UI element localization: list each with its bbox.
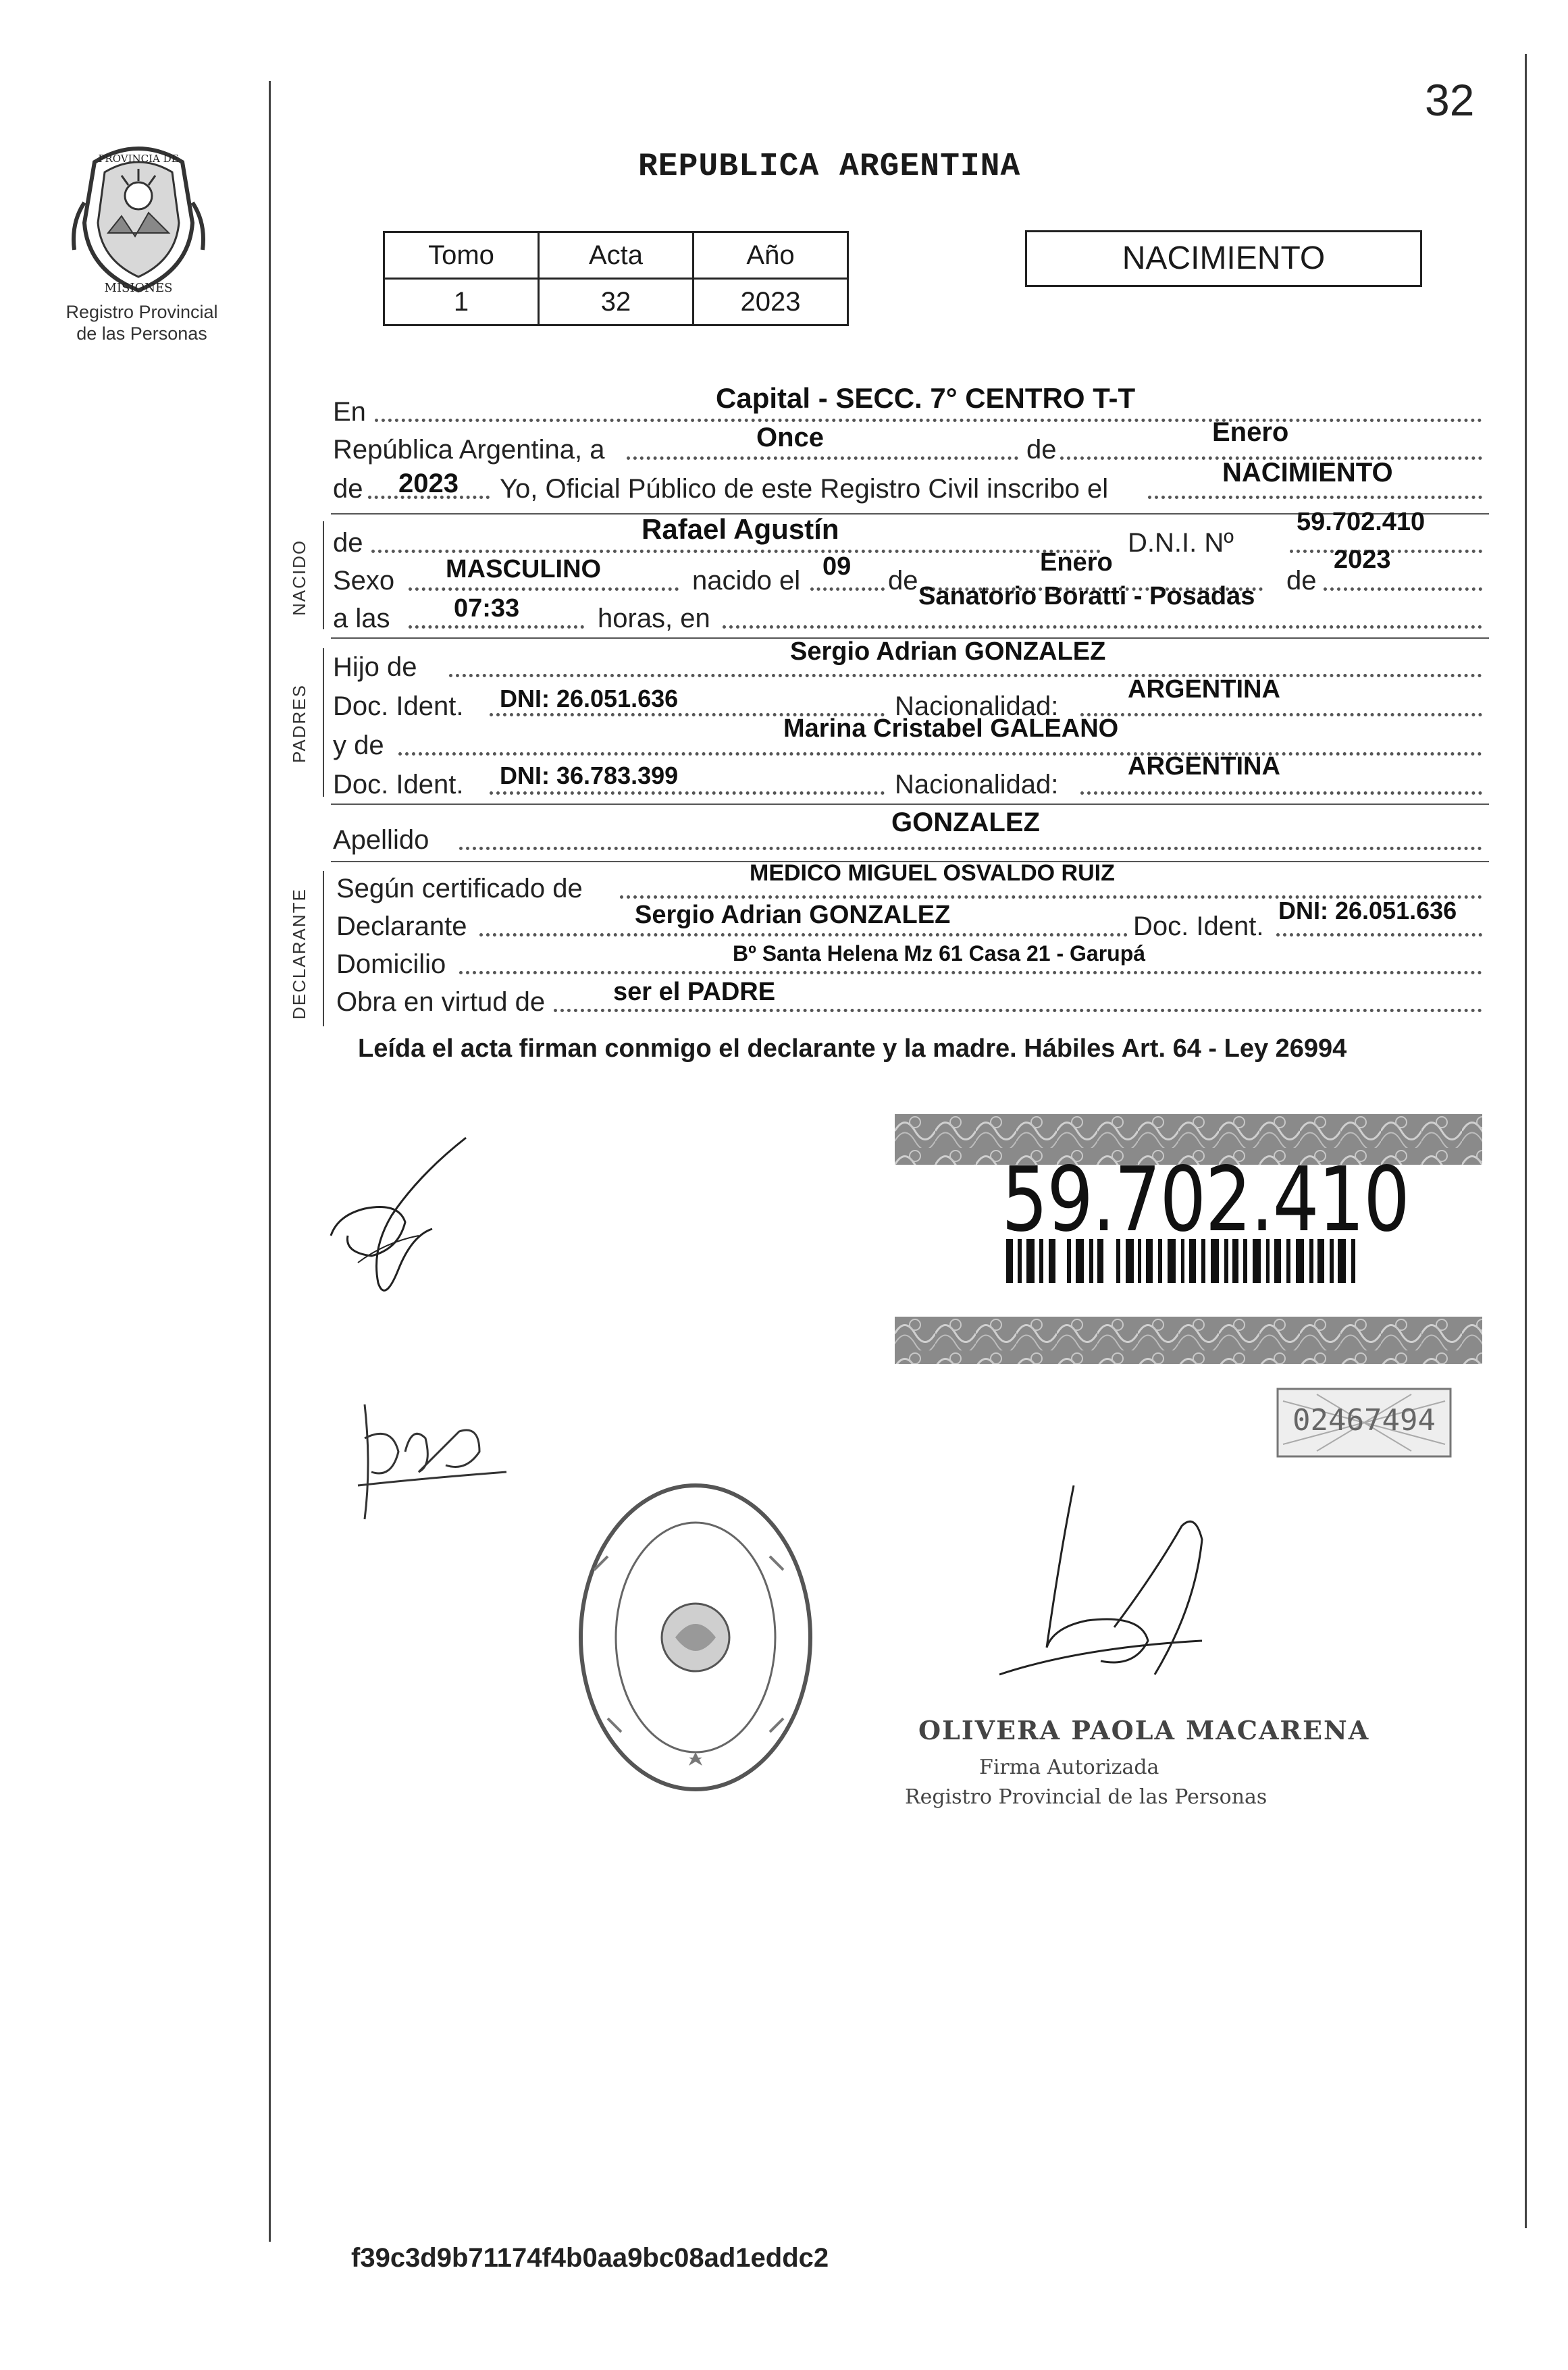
declarant-address: Bº Santa Helena Mz 61 Casa 21 - Garupá	[733, 941, 1146, 966]
father-name: Sergio Adrian GONZALEZ	[790, 637, 1106, 666]
section-bracket-padres	[323, 648, 324, 797]
father-document: DNI: 26.051.636	[500, 685, 679, 712]
birth-month: Enero	[1040, 548, 1113, 577]
officer-signature	[979, 1472, 1236, 1715]
medical-certificate: MEDICO MIGUEL OSVALDO RUIZ	[750, 860, 1115, 886]
label-en: En	[333, 397, 366, 427]
officer-name: OLIVERA PAOLA MACARENA	[918, 1715, 1370, 1745]
dotted-line	[627, 456, 1018, 460]
dotted-line	[449, 674, 1482, 677]
declarant-relation: ser el PADRE	[613, 978, 776, 1006]
header-tomo: Tomo	[384, 232, 539, 279]
dotted-line	[490, 791, 885, 795]
document-heading: REPUBLICA ARGENTINA	[638, 149, 1021, 185]
dotted-line	[409, 587, 679, 591]
dotted-line	[398, 752, 1482, 756]
serial-number: 02467494	[1292, 1403, 1436, 1438]
label-nacionalidad-mother: Nacionalidad:	[895, 770, 1059, 799]
value-tomo: 1	[384, 279, 539, 325]
dotted-line	[409, 625, 584, 629]
record-type-box: NACIMIENTO	[1025, 230, 1422, 287]
label-obra: Obra en virtud de	[336, 987, 546, 1017]
value-acta: 32	[539, 279, 694, 325]
registration-day: Once	[756, 423, 825, 452]
label-de-anio: de	[333, 474, 363, 504]
mother-name: Marina Cristabel GALEANO	[783, 714, 1119, 743]
registration-year: 2023	[398, 469, 459, 498]
place-of-registration: Capital - SECC. 7° CENTRO T-T	[716, 382, 1136, 414]
label-de-dia: de	[888, 566, 918, 596]
left-margin-line	[269, 81, 271, 2242]
label-segun-certificado: Según certificado de	[336, 874, 583, 903]
child-dni: 59.702.410	[1297, 508, 1426, 536]
document-hash: f39c3d9b71174f4b0aa9bc08ad1eddc2	[351, 2243, 829, 2273]
section-label-padres: PADRES	[289, 684, 309, 763]
svg-text:PROVINCIA DE: PROVINCIA DE	[98, 153, 179, 165]
dotted-line	[554, 1009, 1482, 1012]
label-apellido: Apellido	[333, 825, 429, 855]
label-de-mes: de	[1026, 435, 1057, 465]
registered-act: NACIMIENTO	[1222, 458, 1393, 488]
value-anio: 2023	[694, 279, 848, 325]
dotted-line	[375, 419, 1482, 422]
label-sexo: Sexo	[333, 566, 395, 596]
label-de-nombre: de	[333, 528, 363, 558]
dotted-line	[810, 587, 885, 591]
registration-header-row	[384, 232, 848, 279]
dotted-line	[1080, 713, 1482, 716]
dotted-line	[371, 550, 1101, 553]
section-bracket-declarante	[323, 871, 324, 1026]
registry-label: Registro Provincial de las Personas	[66, 302, 218, 344]
label-doc-ident-declarant: Doc. Ident.	[1133, 912, 1264, 941]
dotted-line	[459, 971, 1482, 974]
label-domicilio: Domicilio	[336, 949, 446, 979]
svg-text:MISIONES: MISIONES	[104, 281, 173, 295]
child-name: Rafael Agustín	[642, 513, 839, 545]
right-margin-line	[1525, 54, 1527, 2228]
birth-time: 07:33	[454, 594, 520, 623]
dotted-line	[479, 933, 1128, 937]
declarant-name: Sergio Adrian GONZALEZ	[635, 901, 951, 929]
section-label-declarante: DECLARANTE	[289, 888, 309, 1020]
declarant-document: DNI: 26.051.636	[1278, 897, 1457, 924]
label-republica: República Argentina, a	[333, 435, 605, 465]
birth-place: Sanatorio Boratti - Posadas	[918, 582, 1255, 610]
provincial-coat-of-arms-icon	[68, 142, 209, 297]
label-nacionalidad-father: Nacionalidad:	[895, 691, 1059, 721]
label-dni: D.N.I. Nº	[1128, 528, 1234, 558]
birth-year: 2023	[1334, 546, 1391, 574]
dotted-line	[1080, 791, 1482, 795]
dotted-line	[1324, 587, 1482, 591]
barcode-number: 59.702.410	[1001, 1148, 1409, 1252]
label-horas-en: horas, en	[598, 604, 710, 633]
mother-signature	[351, 1384, 513, 1526]
mother-nationality: ARGENTINA	[1128, 752, 1280, 781]
surname: GONZALEZ	[891, 808, 1040, 837]
label-declarante: Declarante	[336, 912, 467, 941]
birth-day: 09	[822, 552, 852, 581]
dotted-line	[1276, 933, 1482, 937]
page-number: 32	[1425, 75, 1475, 125]
label-hijo-de: Hijo de	[333, 652, 417, 682]
closing-statement: Leída el acta firman conmigo el declarante y la madre. Hábiles Art. 64 - Ley 26994	[358, 1034, 1347, 1063]
label-yo-oficial: Yo, Oficial Público de este Registro Civil inscribo el	[500, 474, 1109, 504]
label-doc-ident-mother: Doc. Ident.	[333, 770, 464, 799]
officer-office: Registro Provincial de las Personas	[905, 1785, 1268, 1809]
label-y-de: y de	[333, 731, 384, 760]
section-divider	[331, 804, 1489, 805]
official-stamp	[567, 1475, 824, 1806]
header-anio: Año	[694, 232, 848, 279]
registration-month: Enero	[1212, 417, 1289, 447]
registration-value-row	[384, 279, 848, 325]
section-bracket-nacido	[323, 521, 324, 629]
father-nationality: ARGENTINA	[1128, 675, 1280, 704]
label-doc-ident-father: Doc. Ident.	[333, 691, 464, 721]
child-sex: MASCULINO	[446, 555, 602, 583]
label-nacido-el: nacido el	[692, 566, 801, 596]
section-label-nacido: NACIDO	[289, 539, 309, 616]
registration-table	[383, 231, 849, 326]
dotted-line	[459, 847, 1482, 850]
mother-document: DNI: 36.783.399	[500, 762, 679, 789]
officer-title: Firma Autorizada	[979, 1756, 1159, 1779]
label-a-las: a las	[333, 604, 390, 633]
label-de-year: de	[1286, 566, 1317, 596]
header-acta: Acta	[539, 232, 694, 279]
declarant-signature	[317, 1134, 493, 1317]
dotted-line	[723, 625, 1482, 629]
dotted-line	[1148, 496, 1482, 499]
